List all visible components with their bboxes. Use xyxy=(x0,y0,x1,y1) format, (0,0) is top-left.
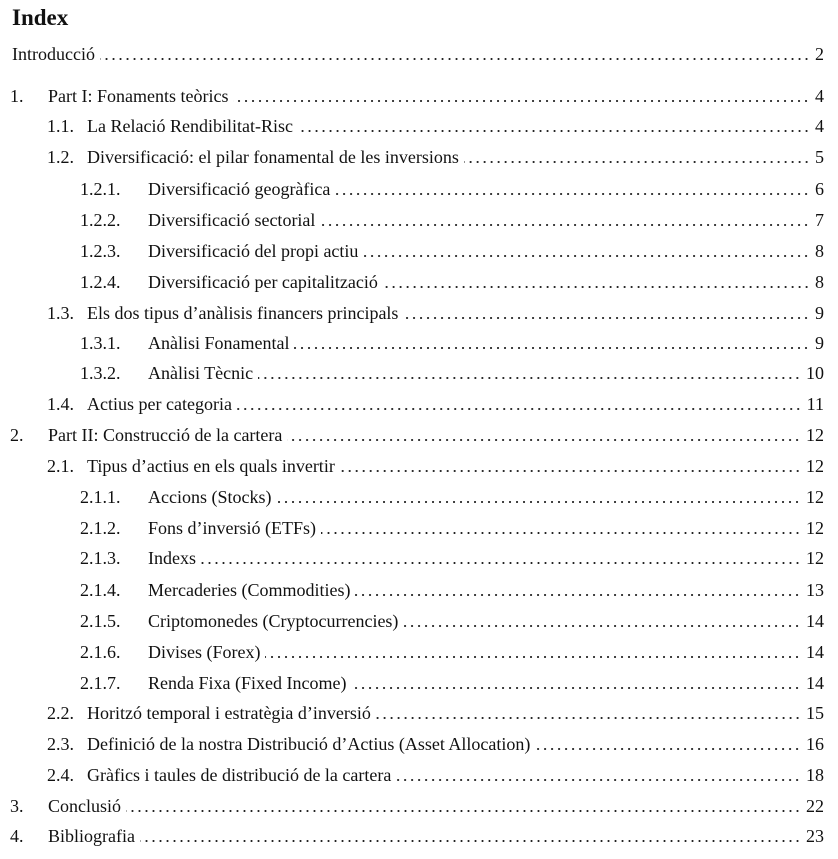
toc-entry-page-number: 12 xyxy=(806,518,824,538)
toc-entry[interactable] xyxy=(80,360,824,386)
toc-entry-number: 2.1.3. xyxy=(80,548,121,568)
dot-leader xyxy=(355,594,801,596)
dot-leader xyxy=(383,286,810,288)
toc-entry-title: Actius per categoria xyxy=(87,394,232,414)
dot-leader xyxy=(287,439,801,441)
dot-leader xyxy=(258,377,801,379)
toc-entry-number: 2.1. xyxy=(47,456,74,476)
toc-entry[interactable] xyxy=(47,762,824,788)
dot-leader xyxy=(335,193,810,195)
toc-entry-page-number: 23 xyxy=(806,826,824,846)
toc-entry[interactable] xyxy=(80,238,824,264)
toc-entry-page-number: 15 xyxy=(806,703,824,723)
toc-entry-number: 2. xyxy=(10,425,24,445)
toc-entry-number: 2.2. xyxy=(47,703,74,723)
toc-entry-title: Definició de la nostra Distribució d’Actius (Asset Allocation) xyxy=(87,734,531,754)
toc-entry-number: 3. xyxy=(10,796,24,816)
toc-entry-page-number: 9 xyxy=(815,333,824,353)
dot-leader xyxy=(320,224,810,226)
toc-entry[interactable] xyxy=(47,300,824,326)
dot-leader xyxy=(535,748,801,750)
toc-entry-page-number: 22 xyxy=(806,796,824,816)
toc-entry-title: Divises (Forex) xyxy=(148,642,261,662)
toc-entry-number: 4. xyxy=(10,826,24,846)
toc-entry-page-number: 12 xyxy=(806,487,824,507)
toc-entry-page-number: 12 xyxy=(806,456,824,476)
toc-entry-number: 2.3. xyxy=(47,734,74,754)
toc-entry-title: Criptomonedes (Cryptocurrencies) xyxy=(148,611,399,631)
toc-entry-page-number: 18 xyxy=(806,765,824,785)
toc-entry[interactable] xyxy=(10,823,824,849)
toc-entry-number: 1.1. xyxy=(47,116,74,136)
toc-entry[interactable] xyxy=(80,515,824,541)
toc-entry[interactable] xyxy=(80,577,824,603)
toc-entry-number: 1. xyxy=(10,86,24,106)
toc-entry-number: 2.1.2. xyxy=(80,518,121,538)
toc-entry-number: 1.2. xyxy=(47,147,74,167)
toc-entry-number: 1.3.2. xyxy=(80,363,121,383)
toc-entry-page-number: 14 xyxy=(806,611,824,631)
toc-entry[interactable] xyxy=(80,176,824,202)
toc-entry-page-number: 12 xyxy=(806,425,824,445)
toc-entry-title: Diversificació del propi actiu xyxy=(148,241,359,261)
toc-entry[interactable] xyxy=(80,484,824,510)
toc-entry-number: 1.2.3. xyxy=(80,241,121,261)
dot-leader xyxy=(321,532,801,534)
toc-entry-number: 1.2.2. xyxy=(80,210,121,230)
dot-leader xyxy=(294,347,810,349)
dot-leader xyxy=(140,840,801,842)
toc-entry[interactable] xyxy=(12,41,824,67)
toc-entry-title: Part I: Fonaments teòrics xyxy=(48,86,229,106)
toc-entry-title: Gràfics i taules de distribució de la cartera xyxy=(87,765,392,785)
toc-entry-page-number: 12 xyxy=(806,548,824,568)
toc-entry[interactable] xyxy=(80,269,824,295)
toc-entry-title: Introducció xyxy=(12,44,95,64)
toc-entry-number: 2.1.4. xyxy=(80,580,121,600)
dot-leader xyxy=(464,161,810,163)
toc-entry-number: 1.3. xyxy=(47,303,74,323)
toc-entry-page-number: 7 xyxy=(815,210,824,230)
toc-entry-page-number: 14 xyxy=(806,642,824,662)
toc-entry-page-number: 11 xyxy=(806,394,824,414)
toc-entry[interactable] xyxy=(80,639,824,665)
toc-entry-title: Renda Fixa (Fixed Income) xyxy=(148,673,347,693)
dot-leader xyxy=(403,317,810,319)
toc-entry[interactable] xyxy=(80,207,824,233)
toc-entry[interactable] xyxy=(80,330,824,356)
toc-entry-number: 2.1.6. xyxy=(80,642,121,662)
toc-entry-title: Tipus d’actius en els quals invertir xyxy=(87,456,335,476)
toc-entry-title: Diversificació: el pilar fonamental de les inversions xyxy=(87,147,459,167)
toc-entry[interactable] xyxy=(47,700,824,726)
toc-entry-title: Anàlisi Fonamental xyxy=(148,333,290,353)
toc-entry[interactable] xyxy=(80,545,824,571)
toc-entry-title: Diversificació per capitalització xyxy=(148,272,378,292)
toc-entry[interactable] xyxy=(47,144,824,170)
toc-entry-title: Horitzó temporal i estratègia d’inversió xyxy=(87,703,371,723)
dot-leader xyxy=(376,717,801,719)
toc-entry-title: Mercaderies (Commodities) xyxy=(148,580,351,600)
toc-entry-number: 1.4. xyxy=(47,394,74,414)
toc-entry-title: Anàlisi Tècnic xyxy=(148,363,254,383)
toc-entry-page-number: 2 xyxy=(815,44,824,64)
dot-leader xyxy=(351,687,801,689)
toc-entry-title: Bibliografia xyxy=(48,826,135,846)
toc-entry-page-number: 9 xyxy=(815,303,824,323)
toc-entry[interactable] xyxy=(10,83,824,109)
toc-entry-page-number: 14 xyxy=(806,673,824,693)
dot-leader xyxy=(403,625,801,627)
toc-entry[interactable] xyxy=(47,731,824,757)
toc-entry-title: Indexs xyxy=(148,548,196,568)
dot-leader xyxy=(201,562,801,564)
toc-entry[interactable] xyxy=(10,793,824,819)
dot-leader xyxy=(276,501,801,503)
toc-entry-page-number: 8 xyxy=(815,241,824,261)
toc-entry-number: 1.3.1. xyxy=(80,333,121,353)
dot-leader xyxy=(298,130,810,132)
toc-entry-page-number: 4 xyxy=(815,86,824,106)
toc-entry-number: 1.2.4. xyxy=(80,272,121,292)
dot-leader xyxy=(126,810,801,812)
dot-leader xyxy=(363,255,810,257)
toc-entry[interactable] xyxy=(80,670,824,696)
toc-entry-title: Fons d’inversió (ETFs) xyxy=(148,518,316,538)
toc-entry[interactable] xyxy=(47,453,824,479)
toc-entry-page-number: 4 xyxy=(815,116,824,136)
toc-entry-page-number: 5 xyxy=(815,147,824,167)
toc-entry-title: Conclusió xyxy=(48,796,122,816)
toc-entry-title: Accions (Stocks) xyxy=(148,487,272,507)
toc-entry[interactable] xyxy=(10,422,824,448)
toc-entry-number: 2.4. xyxy=(47,765,74,785)
toc-entry[interactable] xyxy=(80,608,824,634)
toc-entry-number: 2.1.5. xyxy=(80,611,121,631)
toc-entry-title: Part II: Construcció de la cartera xyxy=(48,425,283,445)
toc-entry[interactable] xyxy=(47,391,824,417)
dot-leader xyxy=(237,408,802,410)
dot-leader xyxy=(396,779,801,781)
toc-entry-page-number: 6 xyxy=(815,179,824,199)
toc-entry-title: La Relació Rendibilitat-Risc xyxy=(87,116,293,136)
toc-entry-title: Els dos tipus d’anàlisis financers principals xyxy=(87,303,399,323)
toc-entry-title: Diversificació geogràfica xyxy=(148,179,331,199)
toc-entry-number: 2.1.7. xyxy=(80,673,121,693)
toc-entry-page-number: 10 xyxy=(806,363,824,383)
dot-leader xyxy=(340,470,801,472)
toc-entry[interactable] xyxy=(47,113,824,139)
dot-leader xyxy=(100,58,810,60)
toc-entry-title: Diversificació sectorial xyxy=(148,210,316,230)
toc-entry-number: 1.2.1. xyxy=(80,179,121,199)
dot-leader xyxy=(265,656,801,658)
toc-entry-number: 2.1.1. xyxy=(80,487,121,507)
toc-entry-page-number: 8 xyxy=(815,272,824,292)
index-title: Index xyxy=(12,5,69,30)
toc-entry-page-number: 16 xyxy=(806,734,824,754)
dot-leader xyxy=(233,100,810,102)
toc-entry-page-number: 13 xyxy=(806,580,824,600)
